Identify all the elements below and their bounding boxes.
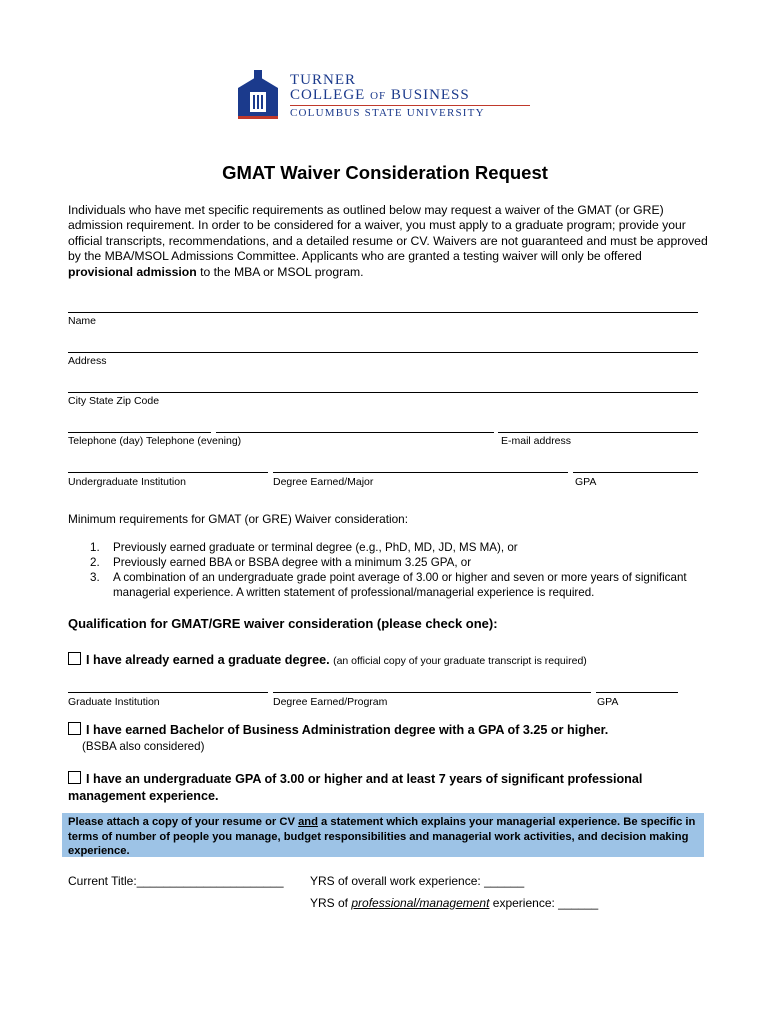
logo-line-turner: TURNER [290,72,356,88]
telephone-evening-field[interactable] [216,432,494,433]
logo-line-college: COLLEGE OF BUSINESS [290,87,470,103]
city-state-zip-field[interactable] [68,392,698,393]
intro-paragraph: Individuals who have met specific requirements as outlined below may request a waiver of the GMAT (or GRE) admission requirement. In order to be considered for a waiver, you must apply to a graduate program; provide your official transcripts, recommendations, and a detailed resume or CV. Waivers are not guaranteed and must be approved by the MBA/MSOL Admissions Committee. Applicants who are granted a testing waiver will only be offered provisional admission to the MBA or MSOL program. [68,203,708,279]
grad-gpa-field[interactable] [596,692,678,693]
attach-instructions: Please attach a copy of your resume or CV and a statement which explains your managerial experience. Be specific in terms of number of people you manage, budget responsibilities and managerial work activities, and decision making experience. [68,816,696,858]
option-graduate-degree[interactable]: I have already earned a graduate degree. (an official copy of your graduate transcript is required) [68,652,587,670]
gpa-field[interactable] [573,472,698,473]
grad-degree-field[interactable] [273,692,591,693]
email-label: E-mail address [501,435,572,447]
requirements-list [68,540,718,600]
requirements-heading: Minimum requirements for GMAT (or GRE) Waiver consideration: [68,512,409,526]
undergrad-institution-field[interactable] [68,472,268,473]
email-field[interactable] [498,432,698,433]
logo-line-university: COLUMBUS STATE UNIVERSITY [290,107,485,119]
building-logo-icon [236,70,282,120]
grad-degree-label: Degree Earned/Program [273,696,388,708]
yrs-overall-field[interactable]: YRS of overall work experience: ______ [310,874,525,888]
name-label: Name [68,315,97,327]
gpa-label: GPA [575,476,597,488]
option-gpa-experience[interactable]: I have an undergraduate GPA of 3.00 or higher and at least 7 years of significant professional management experience. [68,772,643,803]
option-bba-degree[interactable]: I have earned Bachelor of Business Administration degree with a GPA of 3.25 or higher. [68,722,608,739]
list-item: 1. Previously earned graduate or terminal degree (e.g., PhD, MD, JD, MS MA), or [90,541,518,554]
telephone-label: Telephone (day) Telephone (evening) [68,435,242,447]
college-logo [236,70,536,126]
city-state-zip-label: City State Zip Code [68,395,160,407]
telephone-day-field[interactable] [68,432,211,433]
option-bba-note: (BSBA also considered) [82,740,205,753]
degree-major-field[interactable] [273,472,568,473]
logo-divider [290,105,530,106]
grad-gpa-label: GPA [597,696,619,708]
checkbox[interactable] [68,722,81,735]
qualification-heading: Qualification for GMAT/GRE waiver consideration (please check one): [68,616,498,631]
grad-institution-label: Graduate Institution [68,696,160,708]
degree-major-label: Degree Earned/Major [273,476,374,488]
grad-institution-field[interactable] [68,692,268,693]
address-field[interactable] [68,352,698,353]
checkbox[interactable] [68,652,81,665]
current-title-field[interactable]: Current Title:______________________ [68,874,284,888]
yrs-professional-field[interactable]: YRS of professional/management experience: ______ [310,896,599,910]
undergrad-institution-label: Undergraduate Institution [68,476,186,488]
name-field[interactable] [68,312,698,313]
checkbox[interactable] [68,771,81,784]
list-item: 3. A combination of an undergraduate grade point average of 3.00 or higher and seven or more years of significant managerial experience. A written statement of professional/managerial experience is required. [90,571,687,599]
page-title: GMAT Waiver Consideration Request [222,162,548,183]
list-item: 2. Previously earned BBA or BSBA degree with a minimum 3.25 GPA, or [90,556,472,569]
address-label: Address [68,355,107,367]
